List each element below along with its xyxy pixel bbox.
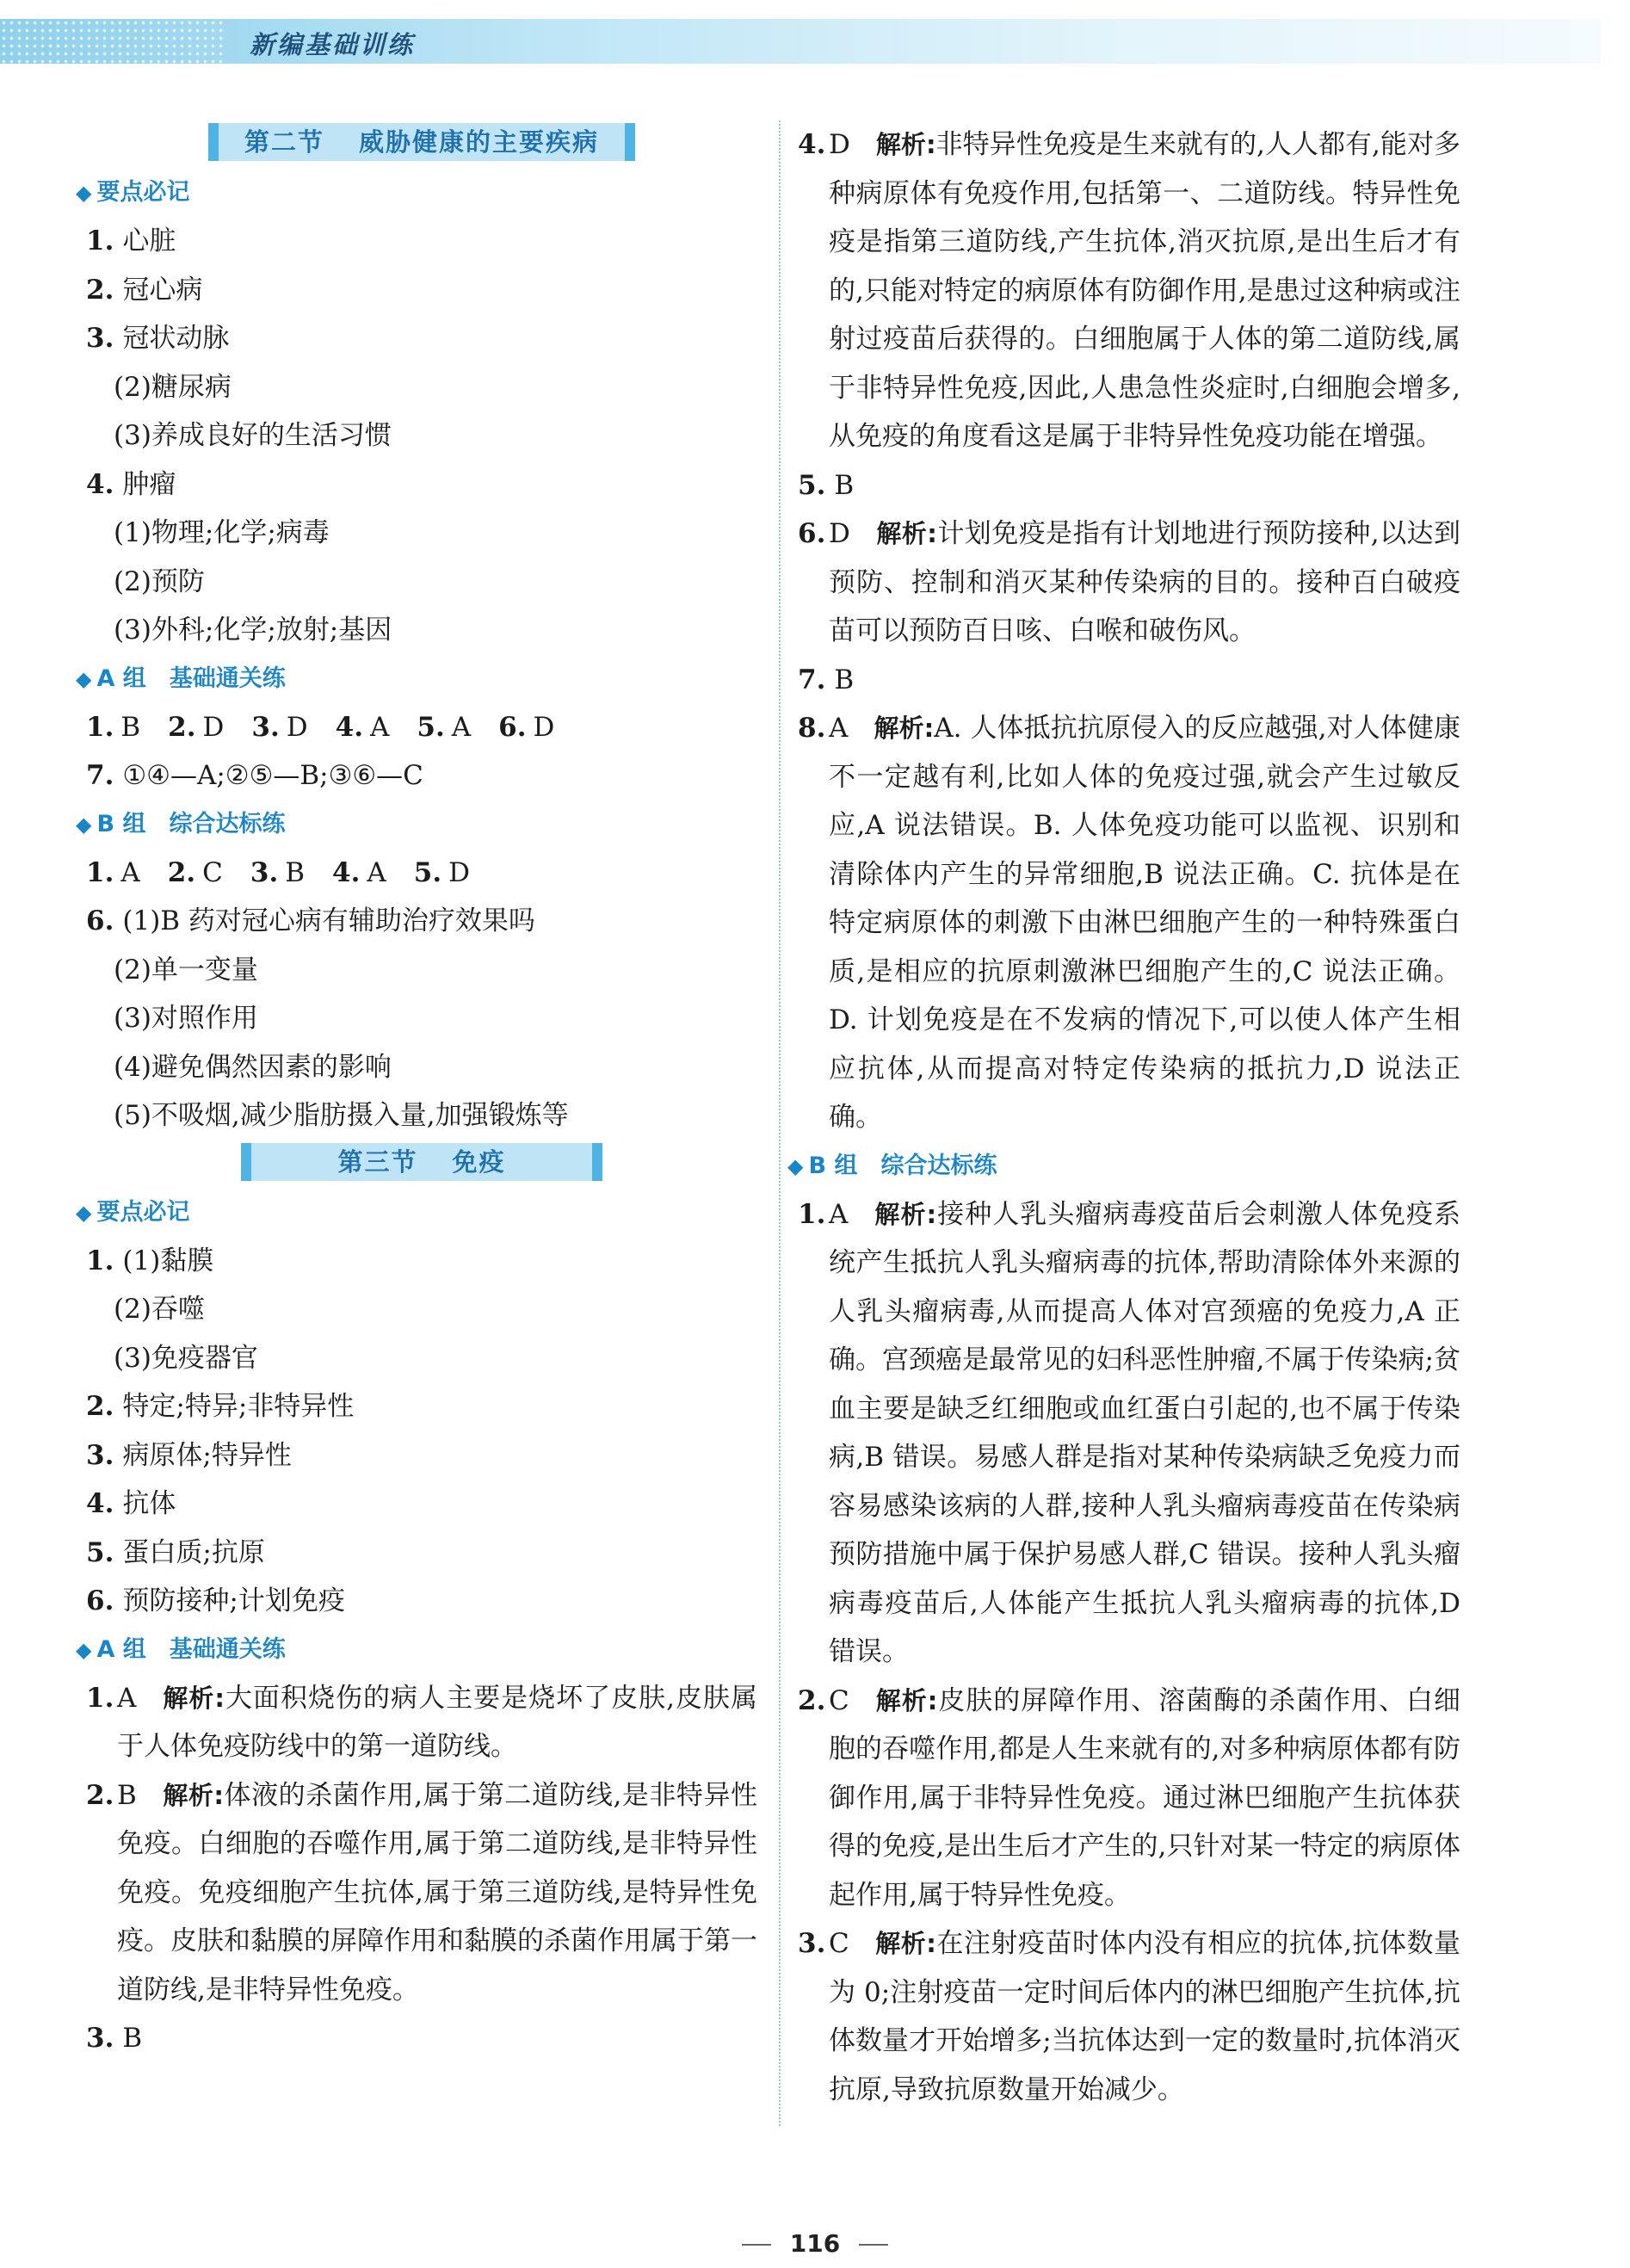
list-item: (2)预防	[114, 565, 205, 597]
page-number-dash-right	[859, 2244, 888, 2246]
subheading-group-b: ◆ B 组 综合达标练	[76, 810, 286, 837]
diamond-icon: ◆	[76, 666, 92, 691]
section-title-2	[86, 121, 757, 164]
list-item: (3)外科;化学;放射;基因	[114, 615, 392, 646]
list-item: 4. 抗体	[86, 1488, 176, 1519]
page-number-dash-left	[742, 2244, 771, 2246]
left-column	[76, 121, 757, 2063]
answer-item: 1. A 解析:接种人乳头瘤病毒疫苗后会刺激人体免疫系统产生抵抗人乳头瘤病毒的抗体,帮助清除体外来源的人乳头瘤病毒,从而提高人体对宫颈癌的免疫力,A 正确。宫颈癌是最常见的妇科恶性肿瘤,不属于传染病;贫血主要是缺乏红细胞或血红蛋白引起的,也不属于传染病,B 错误。易感人群是指对某种传染病缺乏免疫力而容易感染该病的人群,接种人乳头瘤病毒疫苗在传染病预防措施中属于保护易感人群,C 错误。接种人乳头瘤病毒疫苗后,人体能产生抵抗人乳头瘤病毒的抗体,D 错误。	[798, 1198, 1460, 1667]
answer-row: 5. B	[798, 469, 855, 501]
series-title: 新编基础训练	[250, 30, 416, 59]
list-item: (3)对照作用	[114, 1003, 258, 1034]
answer-item: 8. A 解析:A. 人体抵抗抗原侵入的反应越强,对人体健康不一定越有利,比如人体的免疫过强,就会产生过敏反应,A 说法错误。B. 人体免疫功能可以监视、识别和清除体内产生的异常细胞,B 说法正确。C. 抗体是在特定病原体的刺激下由淋巴细胞产生的一种特殊蛋白质,是相应的抗原刺激淋巴细胞产生的,C 说法正确。D. 计划免疫是在不发病的情况下,可以使人体产生相应抗体,从而提高对特定传染病的抵抗力,D 说法正确。	[798, 713, 1460, 1133]
section-2-name: 威胁健康的主要疾病	[359, 127, 600, 157]
diamond-icon: ◆	[76, 812, 92, 837]
right-column	[787, 121, 1460, 2114]
list-item: (2)吞噬	[114, 1294, 205, 1325]
page-number: 116	[0, 2229, 1630, 2258]
answer-row: 7. B	[798, 664, 855, 695]
list-item: (2)单一变量	[114, 954, 258, 986]
answer-row: 7. ①④—A;②⑤—B;③⑥—C	[86, 760, 423, 791]
column-divider	[779, 121, 781, 2126]
answer-row: 1. A 2. C 3. B 4. A 5. D	[86, 856, 471, 888]
list-item: 3. 冠状动脉	[86, 323, 230, 354]
diamond-icon: ◆	[76, 1637, 92, 1662]
answer-row: 6. (1)B 药对冠心病有辅助治疗效果吗	[86, 905, 535, 936]
list-item: 4. 肿瘤	[86, 468, 176, 500]
list-item: 2. 特定;特异;非特异性	[86, 1391, 355, 1422]
answer-row: 3. B	[86, 2023, 143, 2054]
diamond-icon: ◆	[76, 181, 92, 205]
section-3-number: 第三节	[337, 1146, 418, 1177]
answer-row: 1. B 2. D 3. D 4. A 5. A 6. D	[86, 711, 555, 743]
list-item: 1. (1)黏膜	[86, 1245, 214, 1276]
answer-item: 3. C 解析:在注射疫苗时体内没有相应的抗体,抗体数量为 0;注射疫苗一定时间后体内的淋巴细胞产生抗体,抗体数量才开始增多;当抗体达到一定的数量时,抗体消灭抗原,导致抗原数量开始减少。	[798, 1928, 1460, 2105]
list-item: (3)养成良好的生活习惯	[114, 420, 392, 451]
list-item: (2)糖尿病	[114, 371, 232, 403]
list-item: (3)免疫器官	[114, 1342, 258, 1374]
subheading-group-a: ◆ A 组 基础通关练	[76, 664, 286, 692]
answer-item: 2. B 解析:体液的杀菌作用,属于第二道防线,是非特异性免疫。白细胞的吞噬作用,属于第二道防线,是非特异性免疫。免疫细胞产生抗体,属于第三道防线,是特异性免疫。皮肤和黏膜的屏障作用和黏膜的杀菌作用属于第一道防线,是非特异性免疫。	[86, 1779, 757, 2005]
section-2-number: 第二节	[244, 127, 324, 157]
list-item: 3. 病原体;特异性	[86, 1439, 292, 1471]
answer-item: 2. C 解析:皮肤的屏障作用、溶菌酶的杀菌作用、白细胞的吞噬作用,都是人生来就有的,对多种病原体都有防御作用,属于非特异性免疫。通过淋巴细胞产生抗体获得的免疫,是出生后才产生的,只针对某一特定的病原体起作用,属于特异性免疫。	[798, 1684, 1460, 1911]
list-item: 1. 心脏	[86, 226, 176, 256]
list-item: (5)不吸烟,减少脂肪摄入量,加强锻炼等	[114, 1100, 569, 1131]
list-item: 5. 蛋白质;抗原	[86, 1536, 265, 1568]
answer-item: 1. A 解析:大面积烧伤的病人主要是烧坏了皮肤,皮肤属于人体免疫防线中的第一道防线。	[86, 1682, 757, 1762]
subheading-group-a: ◆ A 组 基础通关练	[76, 1635, 286, 1663]
answer-item: 4. D 解析:非特异性免疫是生来就有的,人人都有,能对多种病原体有免疫作用,包括第一、二道防线。特异性免疫是指第三道防线,产生抗体,消灭抗原,是出生后才有的,只能对特定的病原体有防御作用,是患过这种病或注射过疫苗后获得的。白细胞属于人体的第二道防线,属于非特异性免疫,因此,人患急性炎症时,白细胞会增多,从免疫的角度看这是属于非特异性免疫功能在增强。	[798, 129, 1460, 452]
section-3-name: 免疫	[452, 1146, 506, 1177]
answer-item: 6. D 解析:计划免疫是指有计划地进行预防接种,以达到预防、控制和消灭某种传染病的目的。接种百白破疫苗可以预防百日咳、白喉和破伤风。	[798, 518, 1460, 646]
diamond-icon: ◆	[787, 1153, 804, 1178]
list-item: 2. 冠心病	[86, 274, 203, 306]
header-banner	[0, 19, 1601, 64]
diamond-icon: ◆	[76, 1200, 92, 1225]
subheading-key-points: ◆ 要点必记	[76, 1198, 190, 1226]
list-item: 6. 预防接种;计划免疫	[86, 1585, 345, 1616]
banner-dot-pattern	[0, 19, 224, 64]
subheading-group-b: ◆ B 组 综合达标练	[787, 1152, 997, 1179]
list-item: (4)避免偶然因素的影响	[114, 1051, 392, 1083]
subheading-key-points: ◆ 要点必记	[76, 179, 190, 206]
section-title-3	[86, 1140, 757, 1183]
list-item: (1)物理;化学;病毒	[114, 517, 330, 548]
